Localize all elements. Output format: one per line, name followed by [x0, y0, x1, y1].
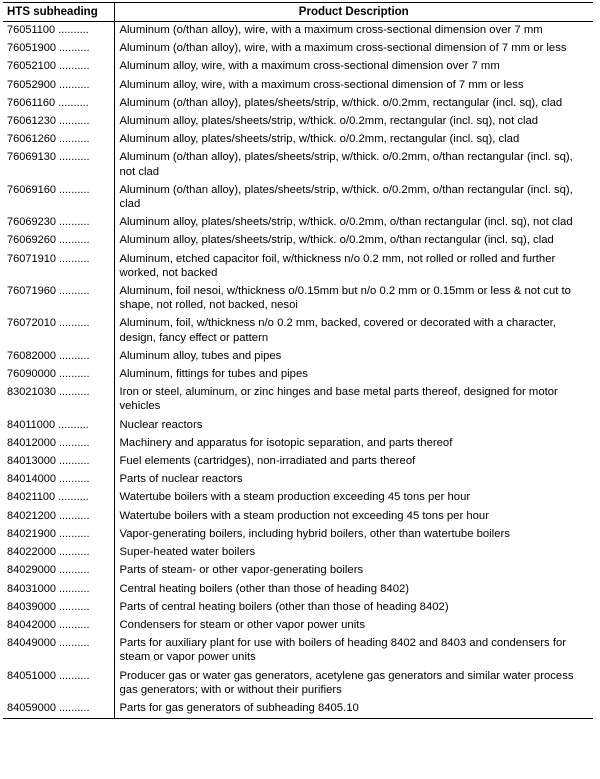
product-description-cell: Parts of nuclear reactors [114, 471, 593, 489]
product-description-cell: Aluminum (o/than alloy), plates/sheets/strip, w/thick. o/0.2mm, rectangular (incl. sq), clad [114, 95, 593, 113]
product-description-cell: Aluminum (o/than alloy), wire, with a maximum cross-sectional dimension of 7 mm or less [114, 40, 593, 58]
hts-code-cell: 76069260 .......... [7, 234, 90, 247]
product-description-cell: Aluminum (o/than alloy), plates/sheets/strip, w/thick. o/0.2mm, o/than rectangular (incl. sq), clad [114, 182, 593, 214]
hts-code-cell: 76052100 .......... [7, 60, 90, 73]
hts-code-cell: 76071910 .......... [7, 252, 90, 265]
table-row [3, 384, 593, 416]
hts-code-cell: 84029000 .......... [7, 564, 90, 577]
product-description-cell: Aluminum, fittings for tubes and pipes [114, 366, 593, 384]
hts-subheading-header: HTS subheading [3, 3, 114, 22]
table-row [3, 417, 593, 435]
table-row [3, 471, 593, 489]
product-description-cell: Parts of central heating boilers (other than those of heading 8402) [114, 599, 593, 617]
table-row [3, 599, 593, 617]
product-description-cell: Parts for auxiliary plant for use with boilers of heading 8402 and 8403 and condensers for steam or vapor power units [114, 635, 593, 667]
product-description-cell: Nuclear reactors [114, 417, 593, 435]
table-row [3, 617, 593, 635]
product-description-cell: Aluminum alloy, plates/sheets/strip, w/thick. o/0.2mm, rectangular (incl. sq), not clad [114, 113, 593, 131]
table-row [3, 700, 593, 719]
product-description-cell: Parts for gas generators of subheading 8405.10 [114, 700, 593, 719]
product-description-cell: Aluminum alloy, tubes and pipes [114, 348, 593, 366]
hts-code-cell: 76052900 .......... [7, 78, 90, 91]
hts-code-cell: 84042000 .......... [7, 618, 90, 631]
hts-code-cell: 76061230 .......... [7, 115, 90, 128]
hts-code-cell: 84049000 .......... [7, 637, 90, 650]
hts-product-table [3, 2, 593, 719]
hts-code-cell: 84013000 .......... [7, 455, 90, 468]
table-row [3, 214, 593, 232]
product-description-cell: Aluminum alloy, plates/sheets/strip, w/thick. o/0.2mm, o/than rectangular (incl. sq), not clad [114, 214, 593, 232]
hts-code-cell: 84021900 .......... [7, 527, 90, 540]
product-description-cell: Aluminum alloy, plates/sheets/strip, w/thick. o/0.2mm, rectangular (incl. sq), clad [114, 131, 593, 149]
hts-code-cell: 76069130 .......... [7, 151, 90, 164]
table-row [3, 40, 593, 58]
table-row [3, 283, 593, 315]
table-row [3, 562, 593, 580]
table-row [3, 435, 593, 453]
table-row [3, 182, 593, 214]
product-description-cell: Aluminum (o/than alloy), plates/sheets/strip, w/thick. o/0.2mm, o/than rectangular (incl. sq), not clad [114, 149, 593, 181]
product-description-cell: Condensers for steam or other vapor power units [114, 617, 593, 635]
hts-table-container [3, 2, 593, 719]
table-row [3, 149, 593, 181]
table-row [3, 366, 593, 384]
product-description-cell: Machinery and apparatus for isotopic separation, and parts thereof [114, 435, 593, 453]
hts-code-cell: 76069230 .......... [7, 216, 90, 229]
hts-code-cell: 76090000 .......... [7, 368, 90, 381]
table-row [3, 58, 593, 76]
table-row [3, 95, 593, 113]
product-description-cell: Aluminum alloy, wire, with a maximum cross-sectional dimension of 7 mm or less [114, 77, 593, 95]
table-row [3, 232, 593, 250]
product-description-cell: Aluminum, foil nesoi, w/thickness o/0.15mm but n/o 0.2 mm or 0.15mm or less & not cut to shape, not rolled, not backed, nesoi [114, 283, 593, 315]
table-row [3, 668, 593, 700]
hts-code-cell: 76082000 .......... [7, 349, 90, 362]
hts-code-cell: 84039000 .......... [7, 600, 90, 613]
hts-code-cell: 84011000 .......... [7, 418, 89, 431]
product-description-cell: Super-heated water boilers [114, 544, 593, 562]
table-row [3, 489, 593, 507]
table-row [3, 544, 593, 562]
hts-code-cell: 84021100 .......... [7, 491, 89, 504]
product-description-cell: Producer gas or water gas generators, acetylene gas generators and similar water process gas generators; with or without their purifiers [114, 668, 593, 700]
product-description-cell: Aluminum, foil, w/thickness n/o 0.2 mm, backed, covered or decorated with a character, design, fancy effect or pattern [114, 315, 593, 347]
table-row [3, 526, 593, 544]
product-description-cell: Iron or steel, aluminum, or zinc hinges and base metal parts thereof, designed for motor vehicles [114, 384, 593, 416]
table-row [3, 508, 593, 526]
hts-code-cell: 76071960 .......... [7, 285, 90, 298]
hts-code-cell: 83021030 .......... [7, 386, 90, 399]
hts-code-cell: 76061260 .......... [7, 133, 90, 146]
table-body [3, 22, 593, 719]
hts-code-cell: 84012000 .......... [7, 436, 90, 449]
hts-code-cell: 76069160 .......... [7, 183, 90, 196]
hts-code-cell: 76061160 .......... [7, 96, 89, 109]
table-row [3, 113, 593, 131]
table-row [3, 348, 593, 366]
hts-code-cell: 76072010 .......... [7, 317, 90, 330]
hts-code-cell: 84014000 .......... [7, 473, 90, 486]
hts-code-cell: 84051000 .......... [7, 669, 90, 682]
table-row [3, 315, 593, 347]
table-row [3, 581, 593, 599]
hts-code-cell: 84022000 .......... [7, 546, 90, 559]
hts-code-cell: 84021200 .......... [7, 509, 90, 522]
header-row [3, 3, 593, 22]
hts-code-cell: 76051900 .......... [7, 42, 90, 55]
product-description-cell: Watertube boilers with a steam production not exceeding 45 tons per hour [114, 508, 593, 526]
table-row [3, 453, 593, 471]
table-row [3, 251, 593, 283]
table-header [3, 3, 593, 22]
table-row [3, 635, 593, 667]
product-description-cell: Aluminum, etched capacitor foil, w/thickness n/o 0.2 mm, not rolled or rolled and further worked, not backed [114, 251, 593, 283]
product-description-cell: Watertube boilers with a steam production exceeding 45 tons per hour [114, 489, 593, 507]
product-description-cell: Aluminum (o/than alloy), wire, with a maximum cross-sectional dimension over 7 mm [114, 22, 593, 41]
hts-code-cell: 76051100 .......... [7, 24, 89, 36]
table-row [3, 131, 593, 149]
product-description-cell: Fuel elements (cartridges), non-irradiated and parts thereof [114, 453, 593, 471]
product-description-header: Product Description [114, 3, 593, 22]
product-description-cell: Aluminum alloy, plates/sheets/strip, w/thick. o/0.2mm, o/than rectangular (incl. sq), clad [114, 232, 593, 250]
hts-code-cell: 84031000 .......... [7, 582, 90, 595]
hts-code-cell: 84059000 .......... [3, 700, 114, 719]
product-description-cell: Vapor-generating boilers, including hybrid boilers, other than watertube boilers [114, 526, 593, 544]
product-description-cell: Aluminum alloy, wire, with a maximum cross-sectional dimension over 7 mm [114, 58, 593, 76]
product-description-cell: Central heating boilers (other than those of heading 8402) [114, 581, 593, 599]
table-row [3, 77, 593, 95]
product-description-cell: Parts of steam- or other vapor-generating boilers [114, 562, 593, 580]
table-row [3, 22, 593, 41]
